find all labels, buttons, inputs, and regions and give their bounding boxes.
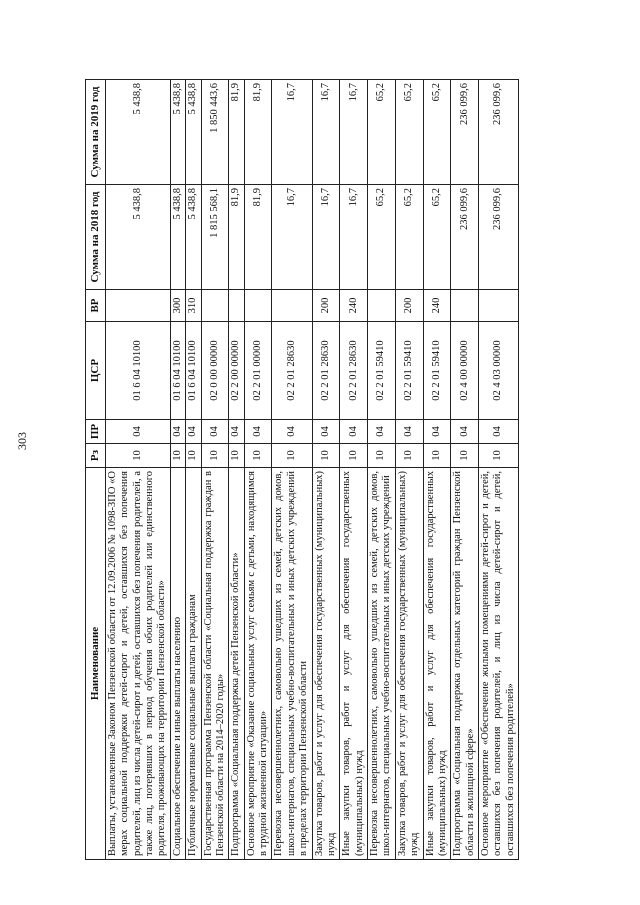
- header-rz: Рз: [86, 444, 106, 468]
- row-name: Социальное обеспечение и иные выплаты населению: [170, 468, 185, 860]
- row-vr: [272, 290, 312, 322]
- row-name: Закупка товаров, работ и услуг для обеспечения государственных (муниципальных) нужд: [395, 468, 423, 860]
- row-rz: 10: [340, 444, 368, 468]
- row-sum-2019: 5 438,8: [105, 80, 170, 185]
- row-name: Иные закупки товаров, работ и услуг для обеспечения государственных (муниципальных) нужд: [340, 468, 368, 860]
- row-rz: 10: [105, 444, 170, 468]
- row-csr: 01 6 04 10100: [170, 322, 185, 420]
- row-pr: 04: [272, 420, 312, 444]
- table-row: [423, 80, 451, 860]
- row-vr: [451, 290, 479, 322]
- row-sum-2019: 16,7: [272, 80, 312, 185]
- row-pr: 04: [340, 420, 368, 444]
- row-vr: [479, 290, 519, 322]
- row-rz: 10: [312, 444, 340, 468]
- row-vr: [105, 290, 170, 322]
- row-csr: 02 2 01 00000: [244, 322, 272, 420]
- row-name: Основное мероприятие «Оказание социальных услуг семьям с детьми, находящимся в трудной жизненной ситуации»: [244, 468, 272, 860]
- row-csr: 02 2 00 00000: [229, 322, 244, 420]
- row-rz: 10: [186, 444, 201, 468]
- table-row: [340, 80, 368, 860]
- row-pr: 04: [479, 420, 519, 444]
- row-sum-2018: 65,2: [423, 185, 451, 290]
- row-sum-2018: 236 099,6: [451, 185, 479, 290]
- row-vr: 200: [312, 290, 340, 322]
- row-name: Основное мероприятие «Обеспечение жилыми помещениями детей-сирот и детей, оставшихся без попечения родителей, и лиц из числа детей-сирот и детей, оставшихся без попечения родителей»: [479, 468, 519, 860]
- row-sum-2018: 236 099,6: [479, 185, 519, 290]
- row-pr: 04: [229, 420, 244, 444]
- table-body: [105, 80, 518, 860]
- row-pr: 04: [423, 420, 451, 444]
- table-header-row: [86, 80, 106, 860]
- row-rz: 10: [244, 444, 272, 468]
- table-row: [272, 80, 312, 860]
- row-name: Подпрограмма «Социальная поддержка детей Пензенской области»: [229, 468, 244, 860]
- row-pr: 04: [186, 420, 201, 444]
- row-csr: 02 2 01 28630: [272, 322, 312, 420]
- row-rz: 10: [423, 444, 451, 468]
- row-sum-2018: 16,7: [272, 185, 312, 290]
- row-pr: 04: [451, 420, 479, 444]
- row-rz: 10: [272, 444, 312, 468]
- row-pr: 04: [312, 420, 340, 444]
- header-sum-2019: Сумма на 2019 год: [86, 80, 106, 185]
- rotated-table-container: [85, 80, 605, 860]
- row-sum-2019: 65,2: [368, 80, 396, 185]
- row-csr: 02 2 01 28630: [312, 322, 340, 420]
- row-sum-2019: 1 850 443,6: [201, 80, 229, 185]
- row-rz: 10: [451, 444, 479, 468]
- row-vr: 200: [395, 290, 423, 322]
- row-rz: 10: [368, 444, 396, 468]
- row-vr: [201, 290, 229, 322]
- row-name: Закупка товаров, работ и услуг для обеспечения государственных (муниципальных) нужд: [312, 468, 340, 860]
- row-sum-2018: 16,7: [312, 185, 340, 290]
- row-sum-2019: 65,2: [423, 80, 451, 185]
- header-vr: ВР: [86, 290, 106, 322]
- row-sum-2018: 81,9: [244, 185, 272, 290]
- row-rz: 10: [229, 444, 244, 468]
- row-name: Публичные нормативные социальные выплаты гражданам: [186, 468, 201, 860]
- row-name: Перевозка несовершеннолетних, самовольно ушедших из семей, детских домов, школ-интернатов, специальных учебно-воспитательных и иных детских учреждений в пределах территории Пензенской области: [272, 468, 312, 860]
- row-name: Подпрограмма «Социальная поддержка отдельных категорий граждан Пензенской области в жилищной сфере»: [451, 468, 479, 860]
- row-rz: 10: [201, 444, 229, 468]
- row-name: Перевозка несовершеннолетних, самовольно ушедших из семей, детских домов, школ-интернатов, специальных учебно-воспитательных и иных детских учреждений: [368, 468, 396, 860]
- row-vr: [229, 290, 244, 322]
- table-row: [170, 80, 185, 860]
- row-sum-2018: 5 438,8: [105, 185, 170, 290]
- table-row: [312, 80, 340, 860]
- row-csr: 02 0 00 00000: [201, 322, 229, 420]
- row-rz: 10: [170, 444, 185, 468]
- table-row: [479, 80, 519, 860]
- row-sum-2018: 5 438,8: [170, 185, 185, 290]
- row-sum-2019: 5 438,8: [186, 80, 201, 185]
- header-sum-2018: Сумма на 2018 год: [86, 185, 106, 290]
- budget-table: [85, 79, 519, 860]
- row-pr: 04: [368, 420, 396, 444]
- row-sum-2019: 236 099,6: [479, 80, 519, 185]
- row-csr: 02 2 01 59410: [368, 322, 396, 420]
- table-row: [186, 80, 201, 860]
- row-sum-2019: 81,9: [229, 80, 244, 185]
- row-name: Иные закупки товаров, работ и услуг для обеспечения государственных (муниципальных) нужд: [423, 468, 451, 860]
- row-name: Выплаты, установленные Законом Пензенской области от 12.09.2006 № 1098-ЗПО «О мерах социальной поддержки детей-сирот и детей, оставшихся без попечения родителей, лиц из числа детей-сирот и детей, оставшихся без попечения родителей, а также лиц, потерявших в период обучения обоих родителей или единственного родителя, проживающих на территории Пензенской области»: [105, 468, 170, 860]
- row-sum-2018: 65,2: [395, 185, 423, 290]
- row-csr: 01 6 04 10100: [186, 322, 201, 420]
- table-row: [244, 80, 272, 860]
- row-vr: 300: [170, 290, 185, 322]
- row-sum-2018: 1 815 568,1: [201, 185, 229, 290]
- table-row: [451, 80, 479, 860]
- row-rz: 10: [479, 444, 519, 468]
- row-vr: 240: [423, 290, 451, 322]
- row-sum-2018: 81,9: [229, 185, 244, 290]
- table-row: [368, 80, 396, 860]
- row-vr: [368, 290, 396, 322]
- row-sum-2019: 236 099,6: [451, 80, 479, 185]
- row-sum-2019: 16,7: [312, 80, 340, 185]
- row-sum-2018: 16,7: [340, 185, 368, 290]
- header-name: Наименование: [86, 468, 106, 860]
- row-pr: 04: [105, 420, 170, 444]
- row-csr: 02 4 00 00000: [451, 322, 479, 420]
- table-row: [229, 80, 244, 860]
- header-pr: ПР: [86, 420, 106, 444]
- table-row: [395, 80, 423, 860]
- row-pr: 04: [170, 420, 185, 444]
- row-vr: 310: [186, 290, 201, 322]
- header-csr: ЦСР: [86, 322, 106, 420]
- row-rz: 10: [395, 444, 423, 468]
- row-sum-2019: 81,9: [244, 80, 272, 185]
- row-sum-2018: 65,2: [368, 185, 396, 290]
- row-vr: [244, 290, 272, 322]
- table-row: [105, 80, 170, 860]
- row-pr: 04: [244, 420, 272, 444]
- row-csr: 02 2 01 28630: [340, 322, 368, 420]
- page-number: 303: [15, 432, 29, 450]
- row-name: Государственная программа Пензенской области «Социальная поддержка граждан в Пензенской области на 2014–2020 годы»: [201, 468, 229, 860]
- row-sum-2019: 16,7: [340, 80, 368, 185]
- row-csr: 02 2 01 59410: [395, 322, 423, 420]
- row-vr: 240: [340, 290, 368, 322]
- table-row: [201, 80, 229, 860]
- row-sum-2018: 5 438,8: [186, 185, 201, 290]
- row-pr: 04: [201, 420, 229, 444]
- row-csr: 02 4 03 00000: [479, 322, 519, 420]
- row-csr: 02 2 01 59410: [423, 322, 451, 420]
- row-sum-2019: 65,2: [395, 80, 423, 185]
- row-pr: 04: [395, 420, 423, 444]
- row-csr: 01 6 04 10100: [105, 322, 170, 420]
- row-sum-2019: 5 438,8: [170, 80, 185, 185]
